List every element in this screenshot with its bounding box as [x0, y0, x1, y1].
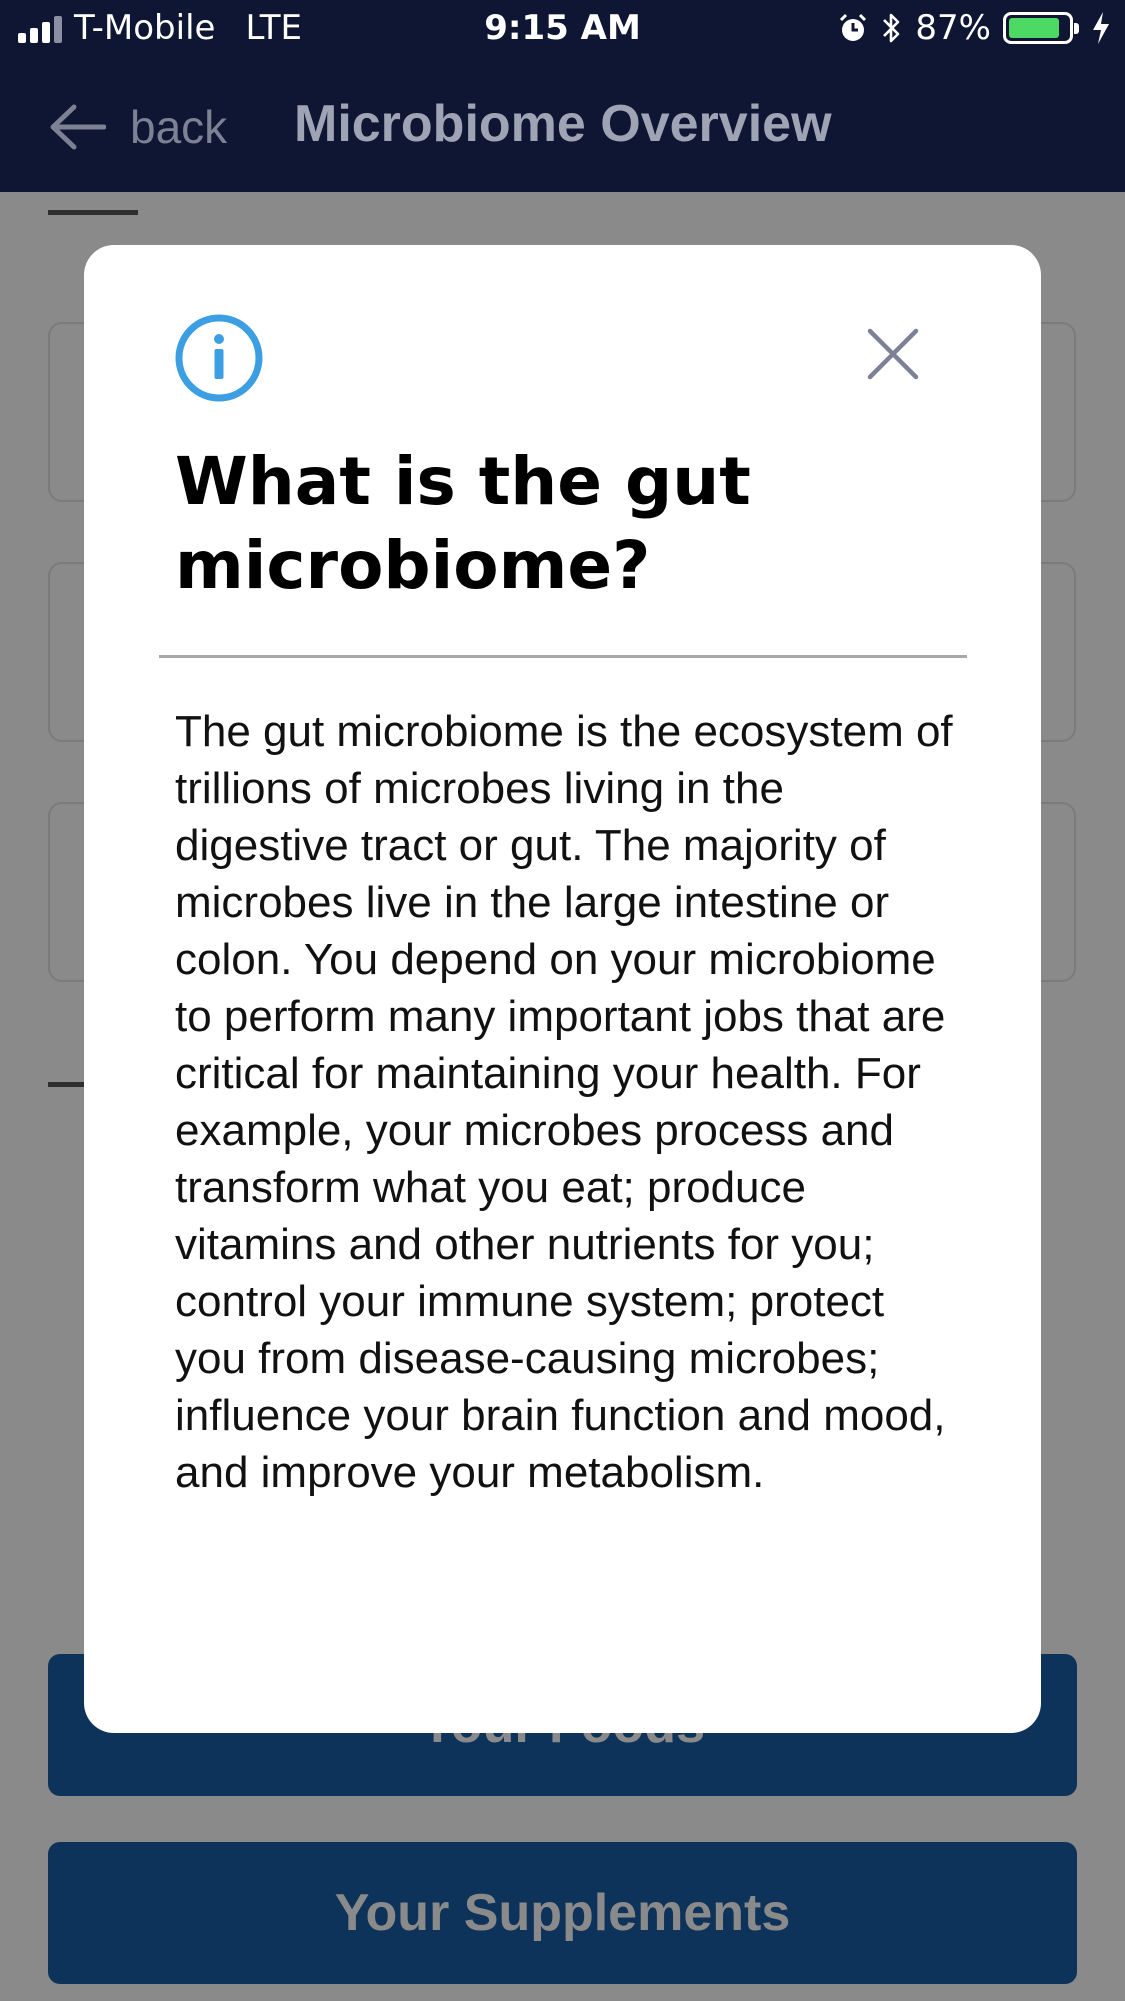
modal-body-text: The gut microbiome is the ecosystem of trillions of microbes living in the digestive tract or gut. The majority of microbes live in the large intestine or colon. You depend on your microbiome to perform many important jobs that are critical for maintaining your health. For example, your microbes process and transform what you eat; produce vitamins and other nutrients for you; control your immune system; protect you from disease-causing microbes; influence your brain function and mood, and improve your metabolism. — [175, 707, 953, 1497]
battery-percent: 87% — [915, 8, 991, 48]
charging-icon — [1091, 11, 1111, 45]
modal-title: What is the gut microbiome? — [175, 443, 751, 604]
arrow-left-icon — [48, 104, 106, 150]
info-icon — [174, 313, 264, 403]
page-title: Microbiome Overview — [294, 95, 832, 153]
alarm-icon — [837, 12, 869, 44]
nav-bar — [0, 62, 1125, 192]
status-time: 9:15 AM — [484, 8, 641, 48]
modal-divider — [159, 655, 967, 658]
info-modal — [84, 245, 1041, 1733]
battery-icon — [1003, 12, 1073, 44]
back-button[interactable] — [48, 92, 227, 162]
your-supplements-button[interactable]: Your Supplements — [48, 1842, 1077, 1984]
battery-fill — [1009, 18, 1059, 38]
status-right — [837, 8, 1111, 48]
status-bar — [0, 0, 1125, 62]
bluetooth-icon — [881, 11, 903, 45]
carrier-label: T-Mobile — [74, 8, 216, 48]
network-label: LTE — [245, 8, 302, 48]
back-label: back — [130, 101, 228, 153]
close-icon[interactable] — [864, 325, 922, 383]
